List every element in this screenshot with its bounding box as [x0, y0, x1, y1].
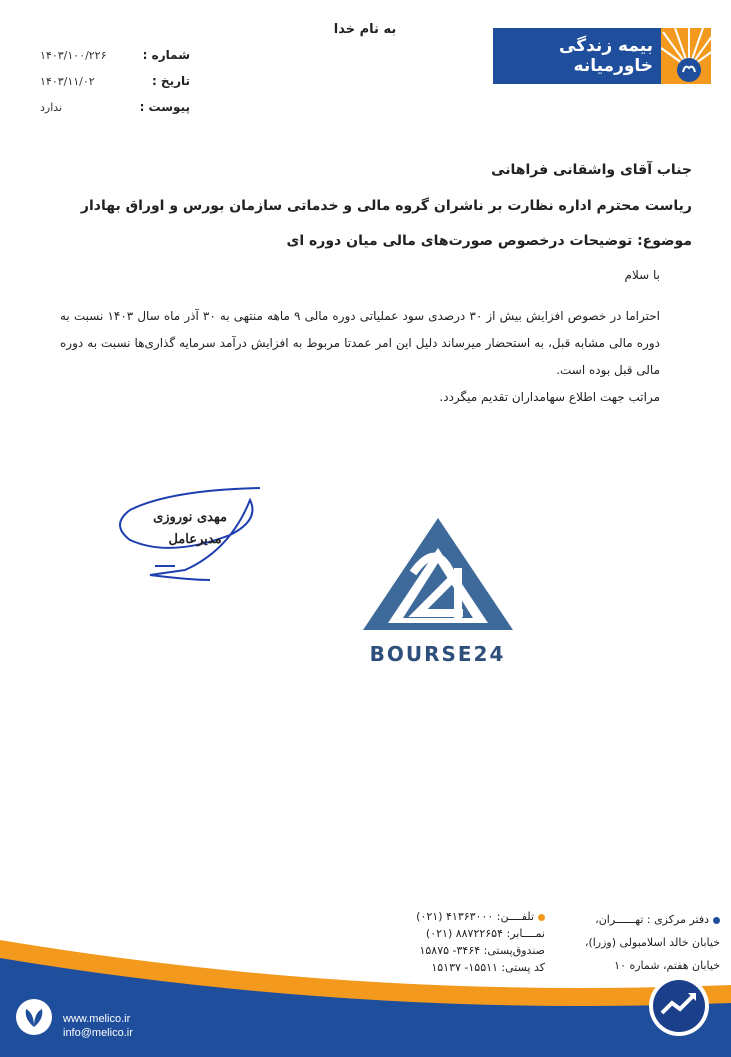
meta-label: شماره : — [142, 48, 190, 62]
meta-label: تاریخ : — [151, 74, 190, 88]
bourse24-watermark-icon — [363, 518, 513, 643]
company-logo — [493, 28, 711, 84]
bourse-badge-icon — [648, 975, 710, 1037]
signatory-title: مدیرعامل — [168, 532, 222, 547]
address-line-text: دفتر مرکزی : تهــــــران، — [595, 913, 709, 926]
bismillah-heading: به نام خدا — [333, 22, 397, 37]
footer-web — [63, 1012, 133, 1040]
meta-row-attachment — [40, 94, 190, 120]
company-leaf-icon — [14, 997, 54, 1037]
recipient-line: جناب آقای واشقانی فراهانی — [491, 162, 692, 178]
meta-label: پیوست : — [139, 100, 190, 114]
letter-date: ۱۴۰۳/۱۱/۰۲ — [40, 74, 95, 88]
meta-row-date — [40, 68, 190, 94]
closing-line: مراتب جهت اطلاع سهامداران تقدیم میگردد. — [439, 390, 660, 404]
contact-line: نمــــابر: ۸۸۷۲۲۶۵۴ (۰۲۱) — [425, 927, 545, 940]
letter-attachment: ندارد — [40, 100, 63, 114]
letter-paragraph: احتراما در خصوص افزایش بیش از ۳۰ درصدی سود عملیاتی دوره مالی ۹ ماهه منتهی به ۳۰ آذر ماه سال ۱۴۰۳ نسبت به دوره مالی مشابه قبل، به استحضار میرساند دلیل این امر عمدتا مربوط به افزایش درآمد سرمایه گذاری‌ها نسبت به دوره مالی قبل بوده است. — [60, 309, 661, 377]
website-link[interactable]: www.melico.ir — [63, 1013, 131, 1025]
contact-line: کد پستی: ۱۵۵۱۱- ۱۵۱۳۷ — [431, 961, 545, 974]
sunburst-logo-icon — [661, 28, 711, 84]
subject-line: موضوع: توضیحات درخصوص صورت‌های مالی میان دوره ای — [286, 233, 692, 249]
bourse24-watermark-text: BOURSE24 — [369, 642, 506, 666]
organization-line: ریاست محترم اداره نظارت بر ناشران گروه مالی و خدماتی سازمان بورس و اوراق بهادار — [80, 198, 692, 214]
company-logo-text: بیمه زندگی خاورمیانه — [559, 36, 654, 76]
phone-text: تلفــــن: ۴۱۳۶۳۰۰۰ (۰۲۱) — [416, 910, 534, 923]
greeting: با سلام — [624, 268, 660, 282]
letter-meta — [40, 42, 190, 120]
letter-number: ۱۴۰۳/۱۰۰/۲۲۶ — [40, 48, 107, 62]
address-line: خیابان خالد اسلامبولی (وزرا)، — [584, 936, 720, 949]
contact-line: صندوق‌پستی: ۳۴۶۴- ۱۵۸۷۵ — [419, 944, 545, 957]
email-link[interactable]: info@melico.ir — [63, 1027, 133, 1039]
meta-row-number — [40, 42, 190, 68]
signatory-name: مهدی نوروزی — [153, 510, 227, 525]
address-line: خیابان هفتم، شماره ۱۰ — [614, 959, 720, 972]
